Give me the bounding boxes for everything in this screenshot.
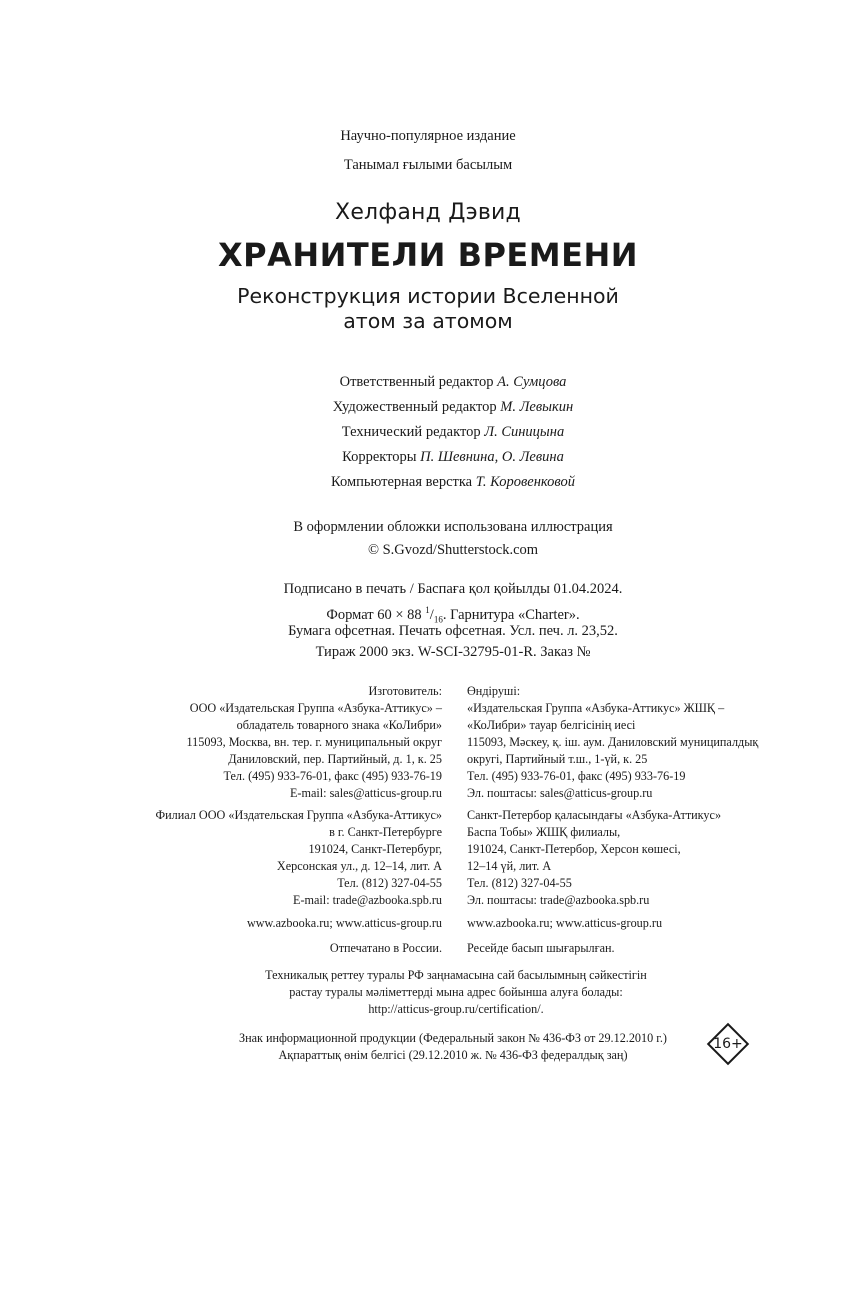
credit-names: А. Сумцова — [497, 374, 567, 390]
book-title: ХРАНИТЕЛИ ВРЕМЕНИ — [217, 236, 639, 274]
credit-role: Художественный редактор — [332, 399, 497, 415]
age-rating-label: 16+ — [713, 1036, 743, 1052]
cover-illustration-note — [0, 517, 856, 561]
age-rating-badge — [706, 1022, 750, 1066]
signed-date: Подписано в печать / Баспаға қол қойылды 01.04.2024. — [283, 581, 623, 597]
credit-role: Компьютерная верстка — [331, 474, 473, 490]
print-run-line: Тираж 2000 экз. W-SCI-32795-01-R. Заказ № — [315, 644, 591, 660]
websites-ru: www.azbooka.ru; www.atticus-group.ru — [246, 916, 442, 930]
paper-line: Бумага офсетная. Печать офсетная. Усл. печ. л. 23,52. — [288, 623, 618, 639]
branch-ru: Филиал ООО «Издательская Группа «Азбука-Аттикус» в г. Санкт-Петербурге 191024, Санкт-Петербург, Херсонская ул., д. 12–14, лит. А Тел. (812) 327-04-55 E-mail: trade@azbooka.spb.ru — [155, 808, 442, 907]
websites-kz: www.azbooka.ru; www.atticus-group.ru — [467, 916, 663, 930]
credit-names: П. Шевнина, О. Левина — [420, 449, 564, 465]
credit-names: Л. Синицына — [484, 424, 565, 440]
subtitle-line-1: Реконструкция истории Вселенной — [237, 284, 619, 308]
credit-line — [0, 395, 856, 420]
printed-in-russia-kz: Ресейде басып шығарылған. — [467, 941, 615, 955]
credit-line — [0, 470, 856, 495]
edition-type: Научно-популярное издание — [340, 128, 516, 144]
cover-note-line-2: © S.Gvozd/Shutterstock.com — [367, 542, 539, 558]
credit-line — [0, 370, 856, 395]
credit-role: Ответственный редактор — [339, 374, 494, 390]
credit-line — [0, 445, 856, 470]
credit-names: Т. Коровенковой — [475, 474, 575, 490]
credit-names: М. Левыкин — [500, 399, 574, 415]
certification-note: Техникалық реттеу туралы РФ заңнамасына сай басылымның сәйкестігін растау туралы мәліметтерді мына адрес бойынша алуға болады: http://atticus-group.ru/certification/. — [265, 968, 647, 1016]
manufacturer-kz: Өндіруші: «Издательская Группа «Азбука-Аттикус» ЖШҚ – «КоЛибри» тауар белгісінің иесі 115093, Мәскеу, қ. іш. аум. Даниловский муниципалдық округі, Партийный т.ш., 1-үй, к. 25 Тел. (495) 933-76-01, факс (495) 933-76-19 Эл. поштасы: sales@atticus-group.ru — [467, 684, 759, 800]
manufacturer-ru: Изготовитель: ООО «Издательская Группа «Азбука-Аттикус» – обладатель товарного знака «КоЛибри» 115093, Москва, вн. тер. г. муниципальный округ Даниловский, пер. Партийный, д. 1, к. 25 Тел. (495) 933-76-01, факс (495) 933-76-19 E-mail: sales@atticus-group.ru — [186, 684, 442, 800]
author: Хелфанд Дэвид — [335, 200, 521, 225]
credit-role: Технический редактор — [341, 424, 481, 440]
age-mark-note: Знак информационной продукции (Федеральный закон № 436-ФЗ от 29.12.2010 г.) Ақпараттық өнім белгісі (29.12.2010 ж. № 436-ФЗ федералдық заң) — [238, 1031, 667, 1062]
credit-role: Корректоры — [342, 449, 417, 465]
print-specs — [0, 579, 856, 663]
subtitle-line-2: атом за атомом — [343, 309, 513, 333]
printed-in-russia: Отпечатано в России. — [329, 941, 442, 955]
cover-note-line-1: В оформлении обложки использована иллюстрация — [293, 519, 613, 535]
edition-type-kz: Танымал ғылыми басылым — [343, 157, 513, 173]
format-line: Формат 60 × 88 $^1/_{16}$. Гарнитура «Charter». — [326, 605, 580, 625]
credits-list — [0, 370, 856, 495]
credit-line — [0, 420, 856, 445]
branch-kz: Санкт-Петербор қаласындағы «Азбука-Аттикус» Баспа Тобы» ЖШҚ филиалы, 191024, Санкт-Петербор, Херсон көшесі, 12–14 үй, лит. А Тел. (812) 327-04-55 Эл. поштасы: trade@azbooka.spb.ru — [467, 808, 722, 907]
